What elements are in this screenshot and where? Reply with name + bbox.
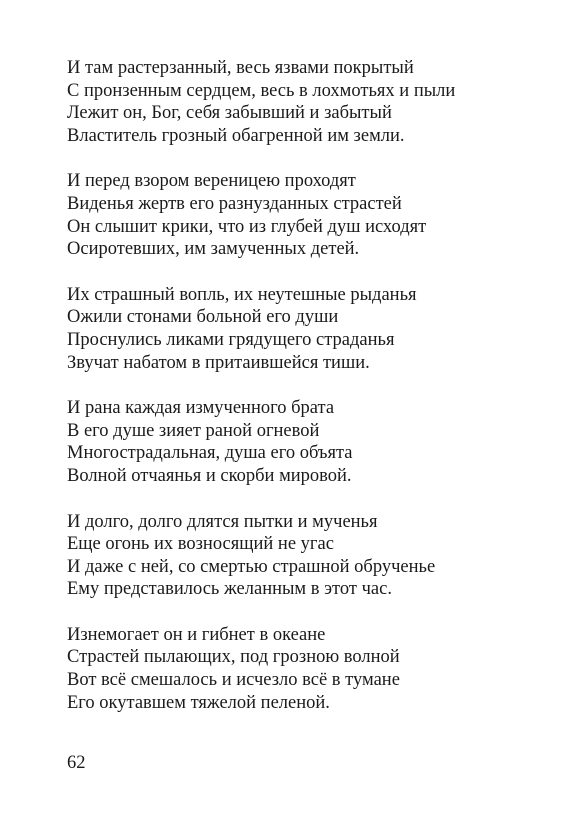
poem-line: И даже с ней, со смертью страшной обрученье (67, 556, 436, 577)
stanza-6 (67, 624, 567, 714)
page-number: 62 (67, 753, 86, 773)
stanza-5 (67, 511, 567, 601)
poem-line: И перед взором вереницею проходят (67, 171, 356, 192)
poem-line: Властитель грозный обагренной им земли. (67, 125, 405, 146)
poem-line: Проснулись ликами грядущего страданья (67, 329, 395, 350)
poem-line: Виденья жертв его разнузданных страстей (67, 193, 402, 214)
poem-line: Звучат набатом в притаившейся тиши. (67, 352, 370, 373)
stanza-4 (67, 397, 567, 487)
poem-line: Изнемогает он и гибнет в океане (67, 624, 326, 645)
poem-line: Лежит он, Бог, себя забывший и забытый (67, 103, 392, 124)
poem-line: Вот всё смешалось и исчезло всё в тумане (67, 670, 400, 691)
poem-line: И рана каждая измученного брата (67, 398, 335, 419)
poem-line: Страстей пылающих, под грозною волной (67, 647, 400, 668)
poem-line: Их страшный вопль, их неутешные рыданья (67, 284, 417, 305)
poem-text (67, 57, 567, 737)
poem-line: С пронзенным сердцем, весь в лохмотьях и пыли (67, 80, 456, 101)
poem-line: Он слышит крики, что из глубей душ исходят (67, 216, 427, 237)
stanza-2 (67, 170, 567, 260)
poem-line: Многострадальная, душа его объята (67, 443, 353, 464)
poem-line: Ему представилось желанным в этот час. (67, 579, 392, 600)
poem-line: И долго, долго длятся пытки и мученья (67, 511, 378, 532)
poem-line: Волной отчаянья и скорби мировой. (67, 465, 352, 486)
stanza-1 (67, 57, 567, 147)
poem-line: Еще огонь их возносящий не угас (67, 534, 334, 555)
poem-line: В его душе зияет раной огневой (67, 420, 320, 441)
stanza-3 (67, 284, 567, 374)
poem-line: Ожили стонами больной его души (67, 307, 339, 328)
poem-line: Его окутавшем тяжелой пеленой. (67, 692, 330, 713)
poem-line: И там растерзанный, весь язвами покрытый (67, 58, 414, 78)
poem-line: Осиротевших, им замученных детей. (67, 239, 360, 260)
